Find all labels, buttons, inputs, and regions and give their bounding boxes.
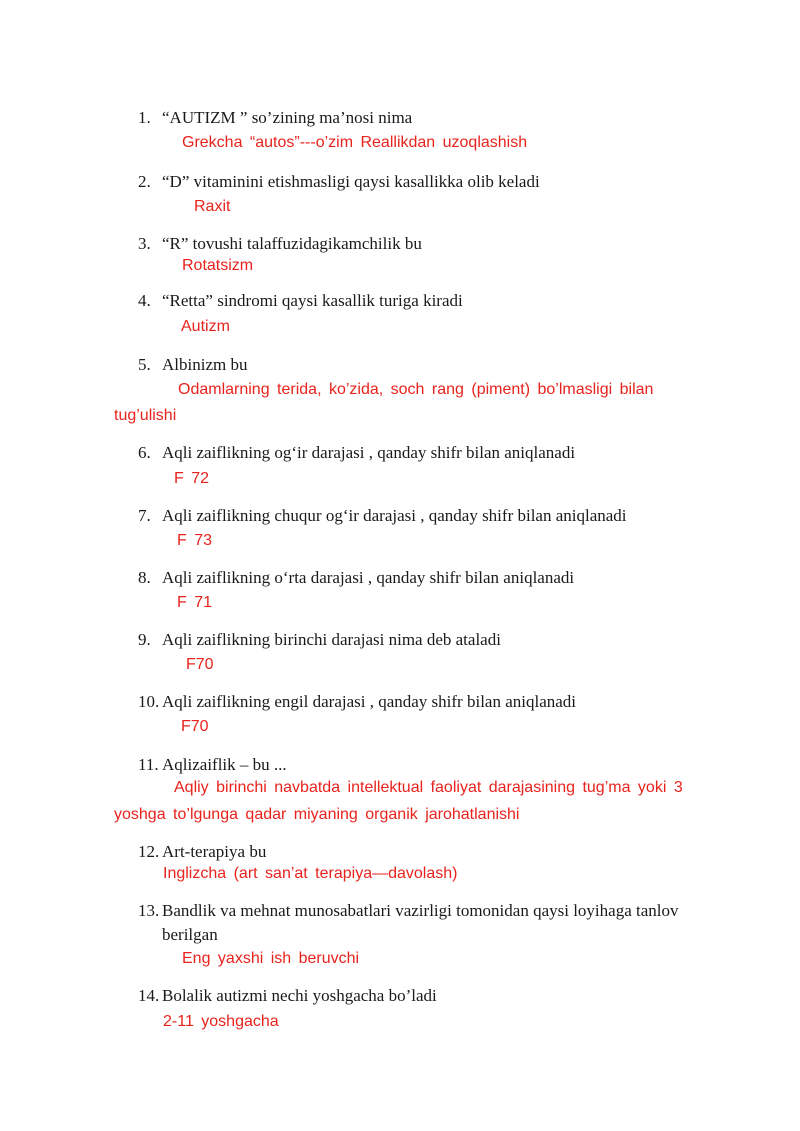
- question-text: Aqli zaiflikning birinchi darajasi nima deb ataladi: [162, 630, 501, 649]
- question-text: Aqli zaiflikning o‘rta darajasi , qanday shifr bilan aniqlanadi: [162, 568, 575, 587]
- answer-9: F70: [186, 656, 214, 673]
- answer-7: F 73: [177, 532, 213, 549]
- answer-5-line-1: Odamlarning terida, ko’zida, soch rang (piment) bo’lmasligi bilan: [178, 381, 654, 398]
- answer-10: F70: [181, 718, 209, 735]
- answer-11-line-2: yoshga to’lgunga qadar miyaning organik jarohatlanishi: [114, 806, 520, 823]
- question-number: 9.: [138, 630, 151, 649]
- answer-3: Rotatsizm: [182, 257, 254, 274]
- answer-6: F 72: [174, 470, 210, 487]
- answer-8: F 71: [177, 594, 213, 611]
- answer-11-line-1: Aqliy birinchi navbatda intellektual faoliyat darajasining tug’ma yoki 3: [174, 779, 683, 796]
- question-number: 7.: [138, 506, 151, 525]
- question-text: Aqlizaiflik – bu ...: [162, 755, 287, 774]
- answer-5-line-2: tug’ulishi: [114, 407, 177, 424]
- question-number: 4.: [138, 291, 151, 310]
- answer-1: Grekcha “autos”---o’zim Reallikdan uzoqlashish: [182, 134, 528, 151]
- question-number: 5.: [138, 355, 151, 374]
- question-text: “D” vitaminini etishmasligi qaysi kasallikka olib keladi: [162, 172, 540, 191]
- answer-2: Raxit: [194, 198, 231, 215]
- question-number: 2.: [138, 172, 151, 191]
- question-text: Aqli zaiflikning og‘ir darajasi , qanday shifr bilan aniqlanadi: [162, 443, 576, 462]
- answer-14: 2-11 yoshgacha: [163, 1013, 279, 1030]
- question-text: Aqli zaiflikning chuqur og‘ir darajasi , qanday shifr bilan aniqlanadi: [162, 506, 627, 525]
- question-number: 12.: [138, 842, 160, 861]
- question-text: Bolalik autizmi nechi yoshgacha bo’ladi: [162, 986, 437, 1005]
- question-text: Art-terapiya bu: [162, 842, 267, 861]
- question-text: Aqli zaiflikning engil darajasi , qanday shifr bilan aniqlanadi: [162, 692, 577, 711]
- question-number: 13.: [138, 901, 160, 920]
- question-text: Albinizm bu: [162, 355, 248, 374]
- question-number: 8.: [138, 568, 151, 587]
- question-text: Bandlik va mehnat munosabatlari vazirligi tomonidan qaysi loyihaga tanlov berilgan: [162, 901, 679, 944]
- answer-4: Autizm: [181, 318, 230, 335]
- question-text: “AUTIZM ” so’zining ma’nosi nima: [162, 108, 413, 127]
- question-number: 14.: [138, 986, 160, 1005]
- answer-13: Eng yaxshi ish beruvchi: [182, 950, 360, 967]
- question-text: “R” tovushi talaffuzidagikamchilik bu: [162, 234, 422, 253]
- question-number: 1.: [138, 108, 151, 127]
- question-number: 10.: [138, 692, 160, 711]
- question-text: “Retta” sindromi qaysi kasallik turiga kiradi: [162, 291, 463, 310]
- question-number: 11.: [138, 755, 159, 774]
- question-number: 3.: [138, 234, 151, 253]
- answer-12: Inglizcha (art san’at terapiya—davolash): [163, 865, 458, 882]
- question-number: 6.: [138, 443, 151, 462]
